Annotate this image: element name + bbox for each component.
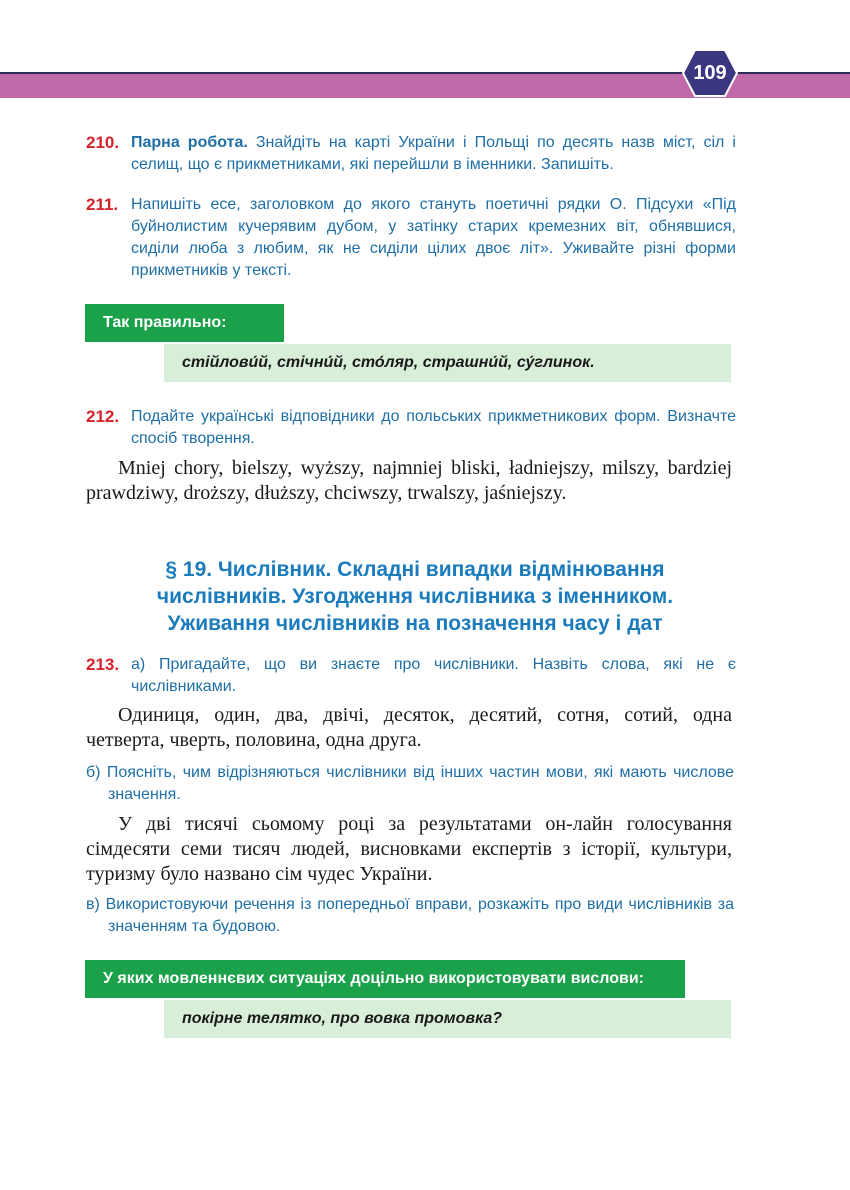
task-text-a: а) Пригадайте, що ви знаєте про числівники. Назвіть слова, які не є числівниками. xyxy=(131,656,736,695)
task-lead: Парна робота. xyxy=(131,134,248,151)
callout-label: Так правильно: xyxy=(85,304,284,342)
task-text: Подайте українські відповідники до польських прикметникових форм. Визначте спосіб творення. xyxy=(131,408,736,447)
task-number: 210. xyxy=(86,133,120,152)
passage-polish: Mniej chory, bielszy, wyższy, najmniej bliski, ładniejszy, milszy, bardziej prawdziwy, droższy, dłuższy, chciwszy, trwalszy, jaśniejszy. xyxy=(86,457,732,504)
callout-content: покірне телятко, про вовка промовка? xyxy=(164,1000,731,1038)
task-211 xyxy=(86,194,736,282)
task-text: Напишіть есе, заголовком до якого стануть поетичні рядки О. Підсухи «Під буйнолистим кучерявим дубом, у затінку старих кремезних віт, обнявшися, сиділи люба з любим, як не сиділи цілих двоє літ». Уживайте різні форми прикметників у тексті. xyxy=(131,196,736,279)
task-number: 212. xyxy=(86,407,120,426)
section-heading xyxy=(85,556,745,637)
task-text-c: в) Використовуючи речення із попередньої вправи, розкажіть про види числівників за значенням та будовою. xyxy=(86,896,734,935)
passage-a: Одиниця, один, два, двічі, десяток, десятий, сотня, сотий, одна четверта, чверть, половина, одна друга. xyxy=(86,704,732,751)
task-text xyxy=(131,132,736,176)
task-text-b: б) Поясніть, чим відрізняються числівники від інших частин мови, які мають числове значення. xyxy=(86,764,734,803)
page-number-badge xyxy=(681,48,739,98)
section-heading-line: числівників. Узгодження числівника з іменником. xyxy=(156,585,674,608)
page-number: 109 xyxy=(693,62,727,84)
section-heading-line: Уживання числівників на позначення часу і дат xyxy=(167,612,663,635)
passage-b: У дві тисячі сьомому році за результатами он-лайн голосування сімдесяти семи тисяч людей, висновками експертів з історії, культури, туризму було названо сім чудес України. xyxy=(86,813,732,885)
task-212 xyxy=(86,406,736,450)
callout-label: У яких мовленнєвих ситуаціях доцільно використовувати вислови: xyxy=(85,960,685,998)
callout-content: стійлови́й, стічни́й, сто́ляр, страшни́й, су́глинок. xyxy=(164,344,731,382)
task-210 xyxy=(86,132,736,176)
task-number: 213. xyxy=(86,655,120,674)
task-213 xyxy=(86,654,736,698)
task-number: 211. xyxy=(86,195,119,214)
section-heading-line: § 19. Числівник. Складні випадки відмінювання xyxy=(165,558,665,581)
task-body: Знайдіть на карті України і Польщі по десять назв міст, сіл і селищ, що є прикметниками, які перейшли в іменники. Запишіть. xyxy=(131,134,736,173)
